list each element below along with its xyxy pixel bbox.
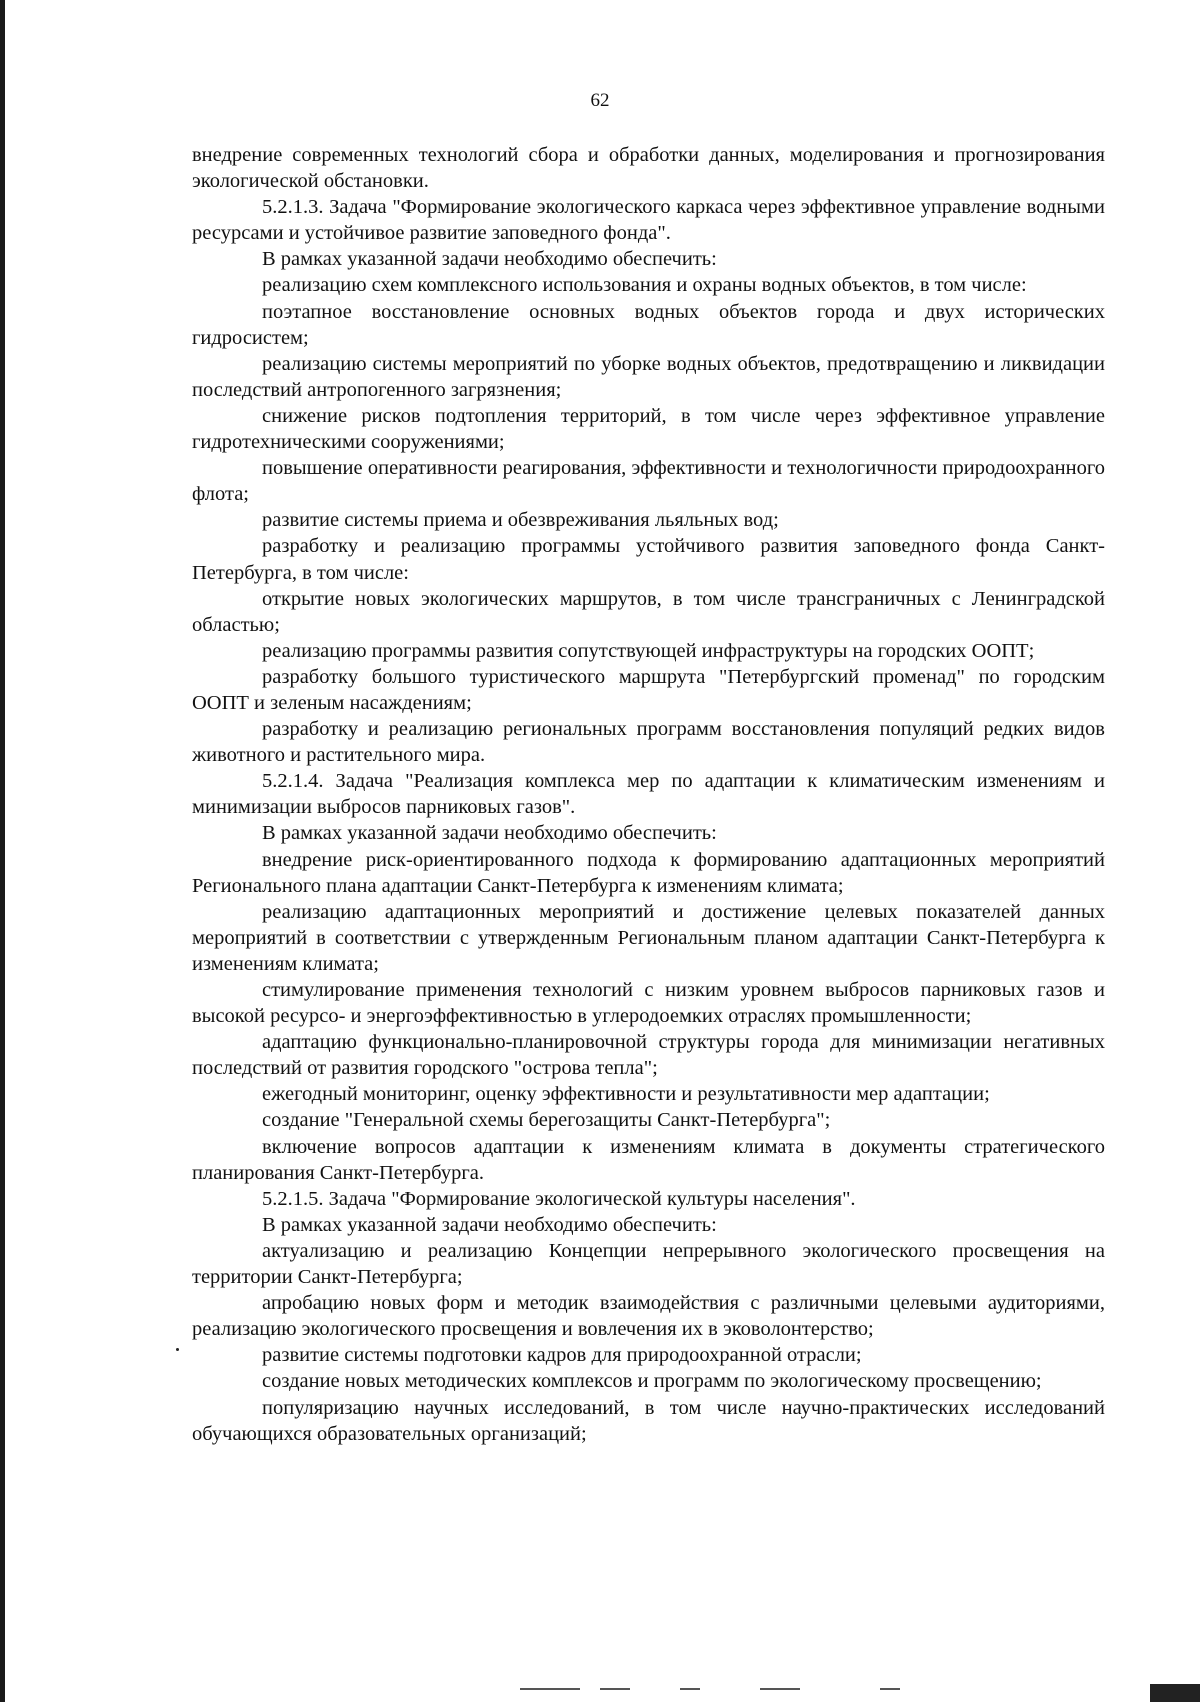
- paragraph: реализацию схем комплексного использования и охраны водных объектов, в том числе:: [262, 274, 1027, 297]
- paragraph: развитие системы подготовки кадров для природоохранной отрасли;: [262, 1344, 862, 1367]
- paragraph: ежегодный мониторинг, оценку эффективности и результативности мер адаптации;: [262, 1083, 990, 1106]
- document-body: [192, 142, 1105, 1447]
- scan-artifact-dot: [176, 1348, 179, 1351]
- paragraph: создание "Генеральной схемы берегозащиты Санкт-Петербурга";: [262, 1109, 831, 1132]
- paragraph: В рамках указанной задачи необходимо обеспечить:: [262, 1213, 717, 1236]
- scan-artifact-mark: [760, 1688, 800, 1690]
- scan-left-edge: [0, 0, 5, 1702]
- paragraph: реализацию системы мероприятий по уборке водных объектов, предотвращению и ликвидации последствий антропогенного загрязнения;: [192, 352, 1105, 401]
- paragraph: разработку большого туристического маршрута "Петербургский променад" по городским ООПТ и зеленым насаждениям;: [192, 665, 1105, 714]
- paragraph: внедрение риск-ориентированного подхода к формированию адаптационных мероприятий Регионального плана адаптации Санкт-Петербурга к изменениям климата;: [192, 848, 1105, 897]
- paragraph: реализацию программы развития сопутствующей инфраструктуры на городских ООПТ;: [262, 639, 1035, 662]
- paragraph: развитие системы приема и обезвреживания льяльных вод;: [262, 509, 779, 532]
- scan-artifact-mark: [600, 1688, 630, 1690]
- paragraph: стимулирование применения технологий с низким уровнем выбросов парниковых газов и высокой ресурсо- и энергоэффективностью в углеродоемких отраслях промышленности;: [192, 979, 1105, 1028]
- scan-artifact-corner: [1150, 1684, 1200, 1702]
- paragraph: адаптацию функционально-планировочной структуры города для минимизации негативных последствий от развития городского "острова тепла";: [192, 1031, 1105, 1080]
- scan-artifact-mark: [880, 1688, 900, 1690]
- page-number: 62: [590, 90, 610, 111]
- paragraph: апробацию новых форм и методик взаимодействия с различными целевыми аудиториями, реализацию экологического просвещения и вовлечения их в эковолонтерство;: [192, 1292, 1105, 1341]
- paragraph: популяризацию научных исследований, в том числе научно-практических исследований обучающихся образовательных организаций;: [192, 1396, 1105, 1445]
- paragraph: поэтапное восстановление основных водных объектов города и двух исторических гидросистем;: [192, 300, 1105, 349]
- paragraph: создание новых методических комплексов и программ по экологическому просвещению;: [262, 1370, 1042, 1393]
- paragraph: актуализацию и реализацию Концепции непрерывного экологического просвещения на территории Санкт-Петербурга;: [192, 1239, 1105, 1289]
- paragraph: В рамках указанной задачи необходимо обеспечить:: [262, 248, 717, 271]
- paragraph: повышение оперативности реагирования, эффективности и технологичности природоохранного флота;: [192, 457, 1105, 506]
- paragraph: реализацию адаптационных мероприятий и достижение целевых показателей данных мероприятий в соответствии с утвержденным Региональным планом адаптации Санкт-Петербурга к изменениям климата;: [192, 900, 1105, 975]
- paragraph: открытие новых экологических маршрутов, в том числе трансграничных с Ленинградской областью;: [192, 587, 1105, 636]
- paragraph: 5.2.1.5. Задача "Формирование экологической культуры населения".: [262, 1187, 856, 1210]
- paragraph: 5.2.1.3. Задача "Формирование экологического каркаса через эффективное управление водными ресурсами и устойчивое развитие заповедного фонда".: [192, 196, 1105, 245]
- paragraph: разработку и реализацию региональных программ восстановления популяций редких видов животного и растительного мира.: [192, 718, 1105, 767]
- paragraph: В рамках указанной задачи необходимо обеспечить:: [262, 822, 717, 845]
- paragraph: разработку и реализацию программы устойчивого развития заповедного фонда Санкт-Петербурга, в том числе:: [192, 535, 1105, 584]
- paragraph: внедрение современных технологий сбора и обработки данных, моделирования и прогнозирования экологической обстановки.: [192, 144, 1105, 193]
- paragraph: 5.2.1.4. Задача "Реализация комплекса мер по адаптации к климатическим изменениям и минимизации выбросов парниковых газов".: [192, 770, 1105, 819]
- scan-artifact-mark: [520, 1688, 580, 1690]
- paragraph: снижение рисков подтопления территорий, в том числе через эффективное управление гидротехническими сооружениями;: [192, 404, 1105, 454]
- scan-artifact-mark: [680, 1688, 700, 1690]
- paragraph: включение вопросов адаптации к изменениям климата в документы стратегического планирования Санкт-Петербурга.: [192, 1135, 1105, 1184]
